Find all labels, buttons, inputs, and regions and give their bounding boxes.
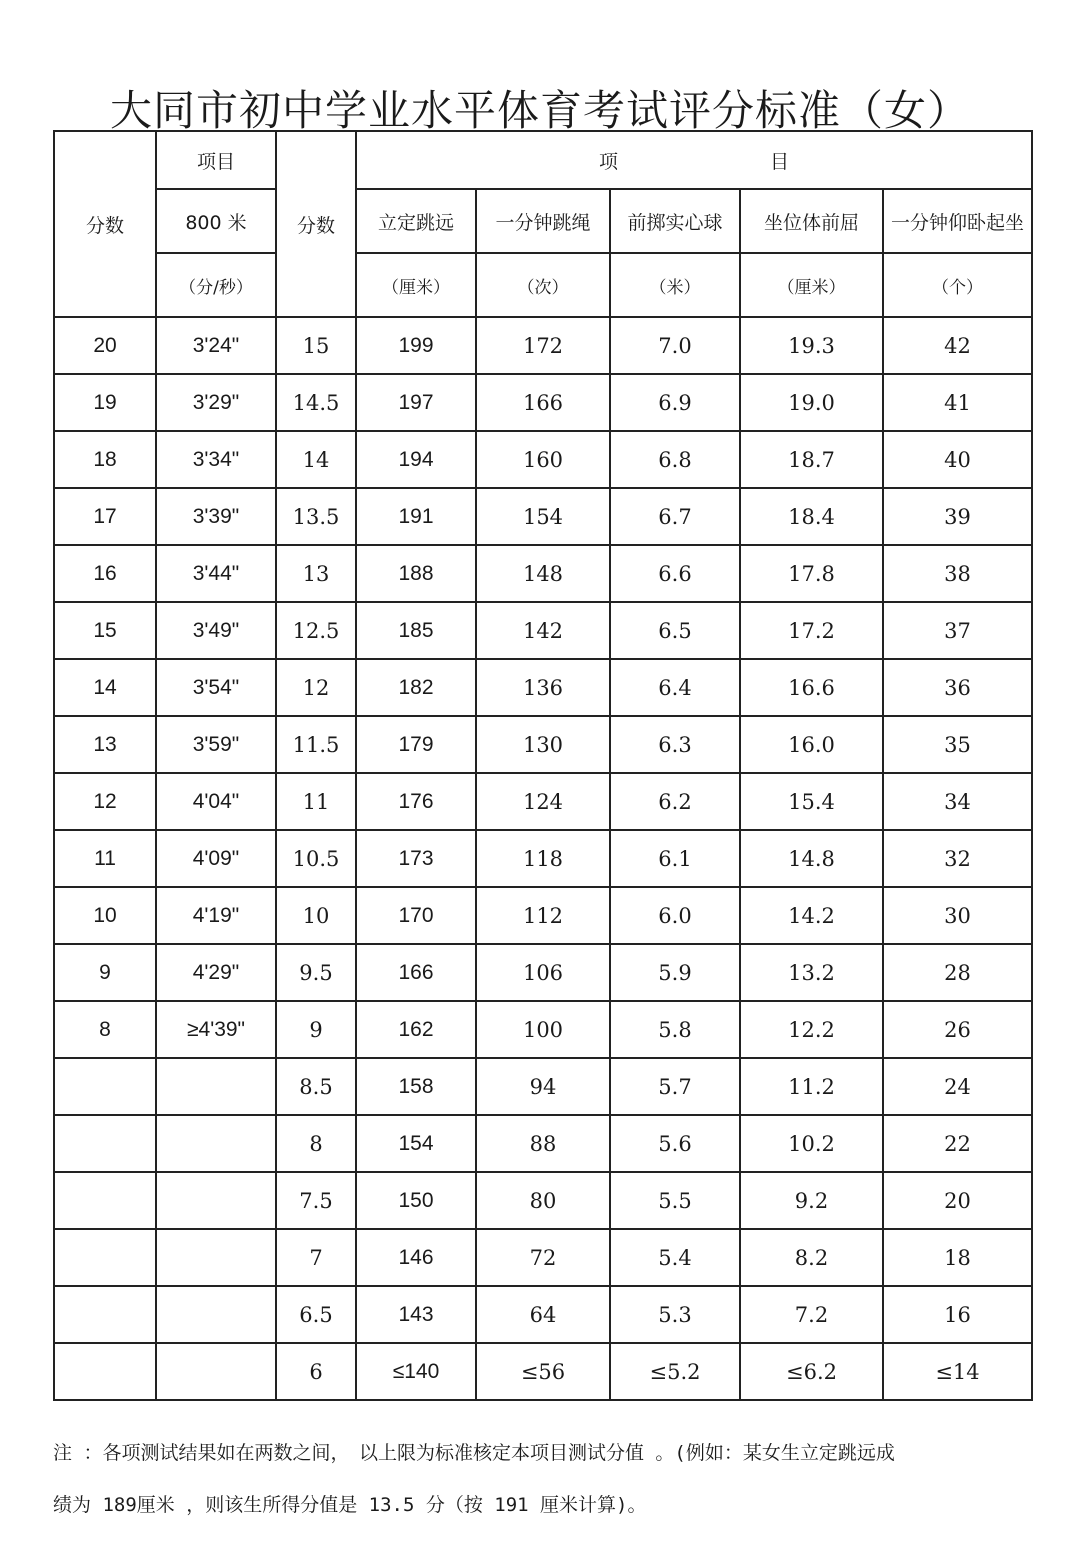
table-cell-s2: 14.5: [276, 374, 356, 431]
table-cell-situp: 20: [883, 1172, 1032, 1229]
table-row: [54, 545, 1032, 602]
table-cell-flex: 15.4: [740, 773, 883, 830]
table-cell-rope: 160: [476, 431, 610, 488]
table-cell-situp: 26: [883, 1001, 1032, 1058]
item-header: 项目: [156, 131, 276, 189]
table-cell-situp: 30: [883, 887, 1032, 944]
table-cell-s1: [54, 1115, 156, 1172]
table-cell-rope: 118: [476, 830, 610, 887]
table-cell-s2: 8: [276, 1115, 356, 1172]
event-unit: （厘米）: [740, 253, 883, 317]
table-cell-flex: 18.4: [740, 488, 883, 545]
table-cell-s2: 6: [276, 1343, 356, 1400]
table-cell-run: [156, 1343, 276, 1400]
table-cell-run: [156, 1229, 276, 1286]
table-cell-rope: 80: [476, 1172, 610, 1229]
table-cell-ball: 6.4: [610, 659, 740, 716]
table-cell-rope: 148: [476, 545, 610, 602]
table-cell-ball: 6.2: [610, 773, 740, 830]
table-cell-s1: 19: [54, 374, 156, 431]
table-cell-s1: 15: [54, 602, 156, 659]
table-cell-situp: 28: [883, 944, 1032, 1001]
table-cell-situp: 16: [883, 1286, 1032, 1343]
table-cell-ball: 5.4: [610, 1229, 740, 1286]
table-cell-flex: 16.0: [740, 716, 883, 773]
table-cell-jump: 158: [356, 1058, 476, 1115]
table-cell-s1: 12: [54, 773, 156, 830]
table-cell-s1: [54, 1058, 156, 1115]
table-cell-s1: [54, 1343, 156, 1400]
table-cell-situp: 37: [883, 602, 1032, 659]
table-cell-ball: 6.3: [610, 716, 740, 773]
table-row: [54, 1172, 1032, 1229]
table-row: [54, 773, 1032, 830]
table-cell-rope: 124: [476, 773, 610, 830]
table-cell-jump: 176: [356, 773, 476, 830]
table-cell-run: [156, 1172, 276, 1229]
table-cell-run: [156, 1115, 276, 1172]
table-cell-run: 4'19": [156, 887, 276, 944]
table-cell-jump: 199: [356, 317, 476, 374]
table-cell-rope: 100: [476, 1001, 610, 1058]
table-cell-run: [156, 1058, 276, 1115]
scoring-table: [53, 130, 1033, 1401]
table-cell-jump: 179: [356, 716, 476, 773]
table-row: [54, 488, 1032, 545]
table-cell-ball: ≤5.2: [610, 1343, 740, 1400]
run-800m-header: 800 米: [156, 189, 276, 253]
table-cell-jump: 166: [356, 944, 476, 1001]
table-cell-s2: 10.5: [276, 830, 356, 887]
table-cell-jump: 182: [356, 659, 476, 716]
table-cell-run: 3'44": [156, 545, 276, 602]
note-line-1: 注 ：各项测试结果如在两数之间， 以上限为标准核定本项目测试分值 。(例如：某女生立定跳远成: [53, 1442, 895, 1464]
table-cell-flex: 10.2: [740, 1115, 883, 1172]
table-cell-rope: 166: [476, 374, 610, 431]
table-cell-situp: 41: [883, 374, 1032, 431]
table-cell-jump: 146: [356, 1229, 476, 1286]
table-cell-s2: 7: [276, 1229, 356, 1286]
table-cell-situp: 18: [883, 1229, 1032, 1286]
table-cell-run: 3'39": [156, 488, 276, 545]
table-cell-jump: 143: [356, 1286, 476, 1343]
table-row: [54, 374, 1032, 431]
table-cell-ball: 5.6: [610, 1115, 740, 1172]
table-row: [54, 1229, 1032, 1286]
table-cell-flex: 17.2: [740, 602, 883, 659]
table-cell-s2: 11: [276, 773, 356, 830]
table-cell-ball: 6.9: [610, 374, 740, 431]
table-cell-flex: 19.0: [740, 374, 883, 431]
table-cell-flex: 14.8: [740, 830, 883, 887]
table-cell-jump: 173: [356, 830, 476, 887]
table-row: [54, 317, 1032, 374]
table-cell-situp: 36: [883, 659, 1032, 716]
table-cell-run: 4'09": [156, 830, 276, 887]
table-cell-ball: 6.0: [610, 887, 740, 944]
table-cell-s2: 8.5: [276, 1058, 356, 1115]
table-cell-ball: 6.5: [610, 602, 740, 659]
table-cell-run: 3'24": [156, 317, 276, 374]
table-cell-s2: 13.5: [276, 488, 356, 545]
table-cell-flex: 18.7: [740, 431, 883, 488]
table-cell-s1: [54, 1172, 156, 1229]
table-cell-situp: ≤14: [883, 1343, 1032, 1400]
table-cell-run: 3'49": [156, 602, 276, 659]
run-unit: （分/秒）: [156, 253, 276, 317]
table-cell-situp: 34: [883, 773, 1032, 830]
table-cell-flex: 17.8: [740, 545, 883, 602]
table-cell-rope: 136: [476, 659, 610, 716]
table-cell-rope: 112: [476, 887, 610, 944]
event-unit: （厘米）: [356, 253, 476, 317]
table-cell-s1: 17: [54, 488, 156, 545]
table-cell-s1: 16: [54, 545, 156, 602]
table-cell-situp: 24: [883, 1058, 1032, 1115]
table-cell-s2: 9: [276, 1001, 356, 1058]
table-row: [54, 659, 1032, 716]
table-row: [54, 1286, 1032, 1343]
table-row: [54, 1001, 1032, 1058]
table-cell-run: 3'54": [156, 659, 276, 716]
table-cell-ball: 5.9: [610, 944, 740, 1001]
table-cell-run: 3'59": [156, 716, 276, 773]
table-cell-rope: 172: [476, 317, 610, 374]
event-header: 立定跳远: [356, 189, 476, 253]
score-header: 分数: [54, 131, 156, 317]
table-cell-jump: 188: [356, 545, 476, 602]
table-cell-situp: 40: [883, 431, 1032, 488]
table-cell-s1: 10: [54, 887, 156, 944]
table-cell-rope: ≤56: [476, 1343, 610, 1400]
table-cell-flex: 19.3: [740, 317, 883, 374]
table-cell-s1: 13: [54, 716, 156, 773]
table-cell-ball: 5.5: [610, 1172, 740, 1229]
items-group-header: 项 目: [356, 131, 1032, 189]
table-cell-s2: 12: [276, 659, 356, 716]
table-cell-jump: 170: [356, 887, 476, 944]
table-cell-rope: 94: [476, 1058, 610, 1115]
table-row: [54, 887, 1032, 944]
event-unit: （个）: [883, 253, 1032, 317]
table-cell-s2: 9.5: [276, 944, 356, 1001]
table-cell-rope: 142: [476, 602, 610, 659]
table-cell-flex: 12.2: [740, 1001, 883, 1058]
table-cell-ball: 5.3: [610, 1286, 740, 1343]
event-header: 前掷实心球: [610, 189, 740, 253]
table-cell-flex: ≤6.2: [740, 1343, 883, 1400]
table-cell-situp: 39: [883, 488, 1032, 545]
table-cell-flex: 8.2: [740, 1229, 883, 1286]
table-cell-s1: 8: [54, 1001, 156, 1058]
table-row: [54, 944, 1032, 1001]
table-cell-ball: 6.8: [610, 431, 740, 488]
table-cell-s1: 9: [54, 944, 156, 1001]
event-unit: （次）: [476, 253, 610, 317]
table-cell-flex: 7.2: [740, 1286, 883, 1343]
table-cell-s2: 7.5: [276, 1172, 356, 1229]
table-cell-ball: 5.8: [610, 1001, 740, 1058]
table-cell-situp: 35: [883, 716, 1032, 773]
table-cell-jump: 150: [356, 1172, 476, 1229]
event-header: 一分钟仰卧起坐: [883, 189, 1032, 253]
table-cell-run: 3'29": [156, 374, 276, 431]
table-cell-rope: 64: [476, 1286, 610, 1343]
table-cell-flex: 9.2: [740, 1172, 883, 1229]
table-cell-situp: 22: [883, 1115, 1032, 1172]
table-cell-s2: 15: [276, 317, 356, 374]
table-cell-situp: 32: [883, 830, 1032, 887]
table-cell-rope: 130: [476, 716, 610, 773]
table-row: [54, 431, 1032, 488]
table-cell-rope: 72: [476, 1229, 610, 1286]
table-cell-flex: 16.6: [740, 659, 883, 716]
table-cell-s2: 6.5: [276, 1286, 356, 1343]
table-row: [54, 1343, 1032, 1400]
table-cell-jump: 154: [356, 1115, 476, 1172]
table-cell-s2: 14: [276, 431, 356, 488]
table-cell-ball: 6.1: [610, 830, 740, 887]
table-cell-jump: 197: [356, 374, 476, 431]
event-header: 一分钟跳绳: [476, 189, 610, 253]
table-cell-situp: 42: [883, 317, 1032, 374]
table-cell-s1: [54, 1229, 156, 1286]
note-line-2: 绩为 189厘米 ，则该生所得分值是 13.5 分（按 191 厘米计算)。: [53, 1494, 647, 1516]
table-cell-s2: 11.5: [276, 716, 356, 773]
table-cell-jump: ≤140: [356, 1343, 476, 1400]
table-cell-flex: 11.2: [740, 1058, 883, 1115]
table-cell-s1: 18: [54, 431, 156, 488]
table-row: [54, 716, 1032, 773]
table-cell-jump: 185: [356, 602, 476, 659]
table-cell-s1: [54, 1286, 156, 1343]
table-cell-rope: 88: [476, 1115, 610, 1172]
table-row: [54, 1058, 1032, 1115]
page-title: 大同市初中学业水平体育考试评分标准（女）: [109, 86, 970, 135]
event-unit: （米）: [610, 253, 740, 317]
table-cell-ball: 6.6: [610, 545, 740, 602]
table-cell-run: 4'04": [156, 773, 276, 830]
table-cell-run: ≥4'39": [156, 1001, 276, 1058]
table-cell-s1: 11: [54, 830, 156, 887]
table-cell-ball: 5.7: [610, 1058, 740, 1115]
score-header-2: 分数: [276, 131, 356, 317]
table-cell-flex: 13.2: [740, 944, 883, 1001]
table-cell-s1: 14: [54, 659, 156, 716]
table-cell-jump: 194: [356, 431, 476, 488]
table-cell-run: 4'29": [156, 944, 276, 1001]
table-cell-rope: 106: [476, 944, 610, 1001]
table-row: [54, 830, 1032, 887]
table-cell-ball: 6.7: [610, 488, 740, 545]
table-cell-run: 3'34": [156, 431, 276, 488]
table-cell-s2: 13: [276, 545, 356, 602]
table-row: [54, 602, 1032, 659]
table-cell-rope: 154: [476, 488, 610, 545]
table-cell-jump: 162: [356, 1001, 476, 1058]
table-cell-flex: 14.2: [740, 887, 883, 944]
table-cell-jump: 191: [356, 488, 476, 545]
table-cell-situp: 38: [883, 545, 1032, 602]
table-cell-s2: 10: [276, 887, 356, 944]
table-cell-ball: 7.0: [610, 317, 740, 374]
table-cell-s2: 12.5: [276, 602, 356, 659]
table-row: [54, 1115, 1032, 1172]
table-cell-s1: 20: [54, 317, 156, 374]
table-cell-run: [156, 1286, 276, 1343]
event-header: 坐位体前屈: [740, 189, 883, 253]
